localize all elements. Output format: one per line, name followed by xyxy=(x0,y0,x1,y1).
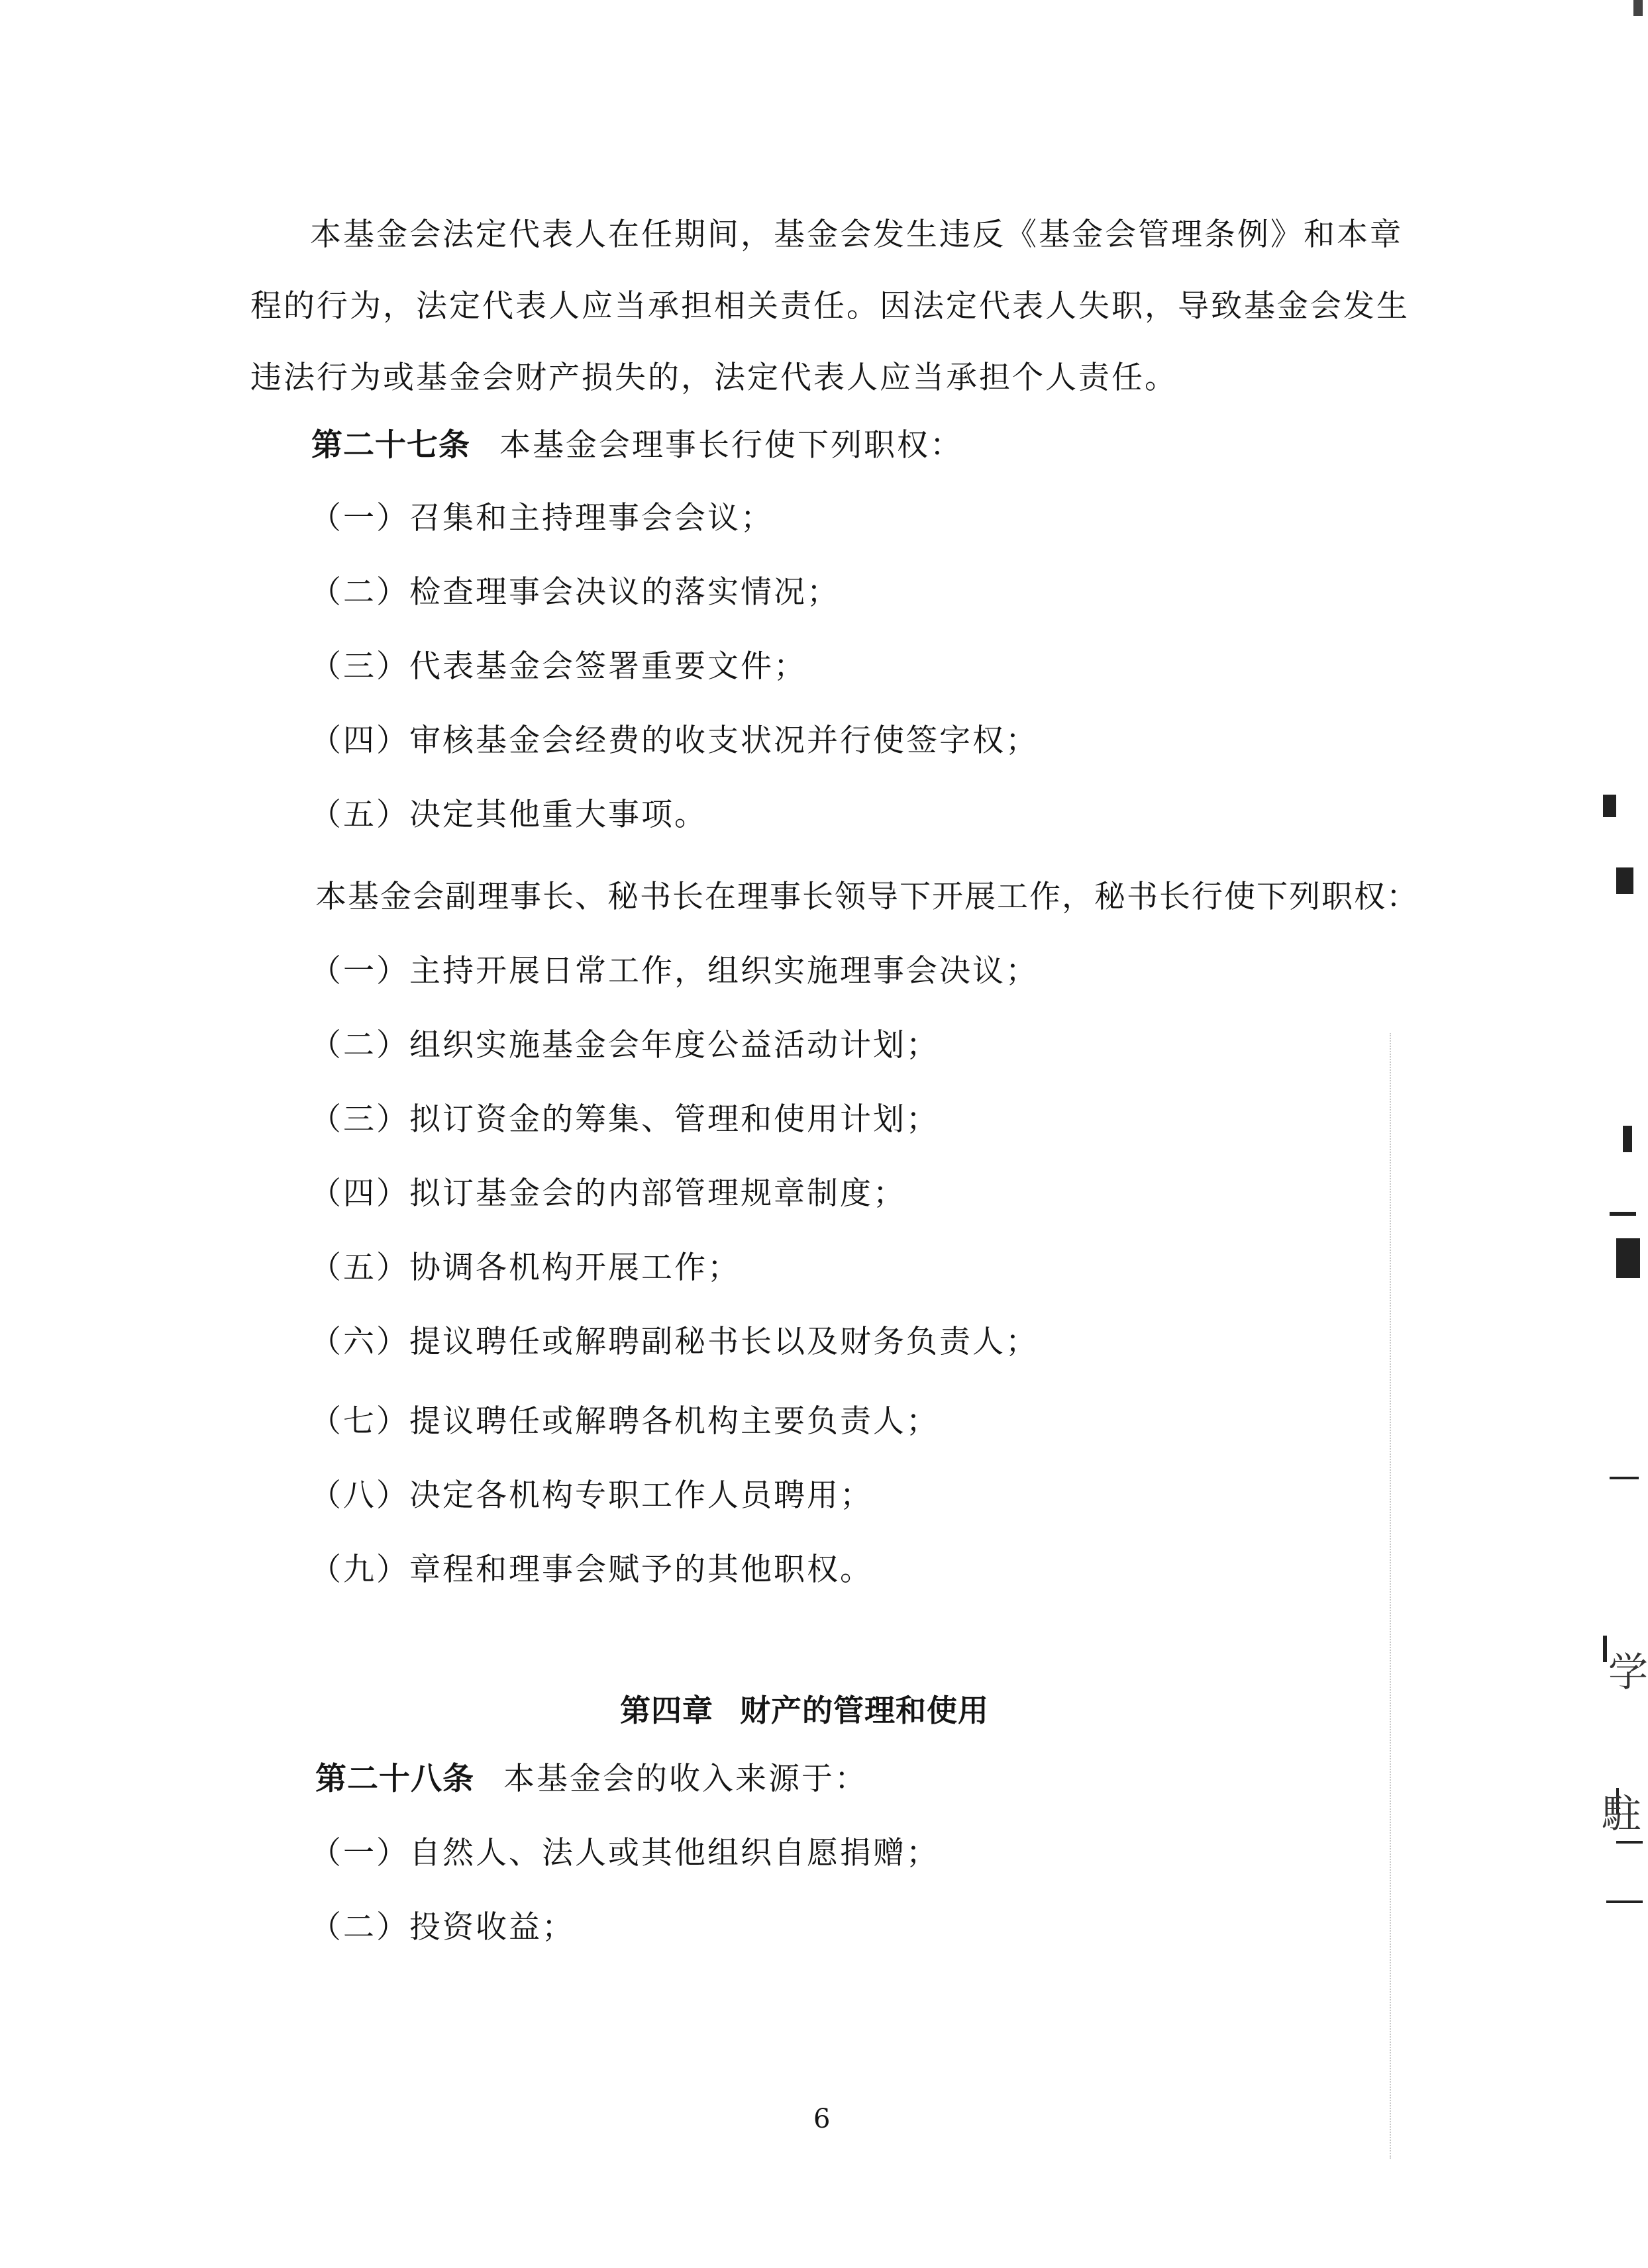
scan-artifact xyxy=(1616,1238,1640,1278)
secretary-item: （四）拟订基金会的内部管理规章制度； xyxy=(310,1175,906,1212)
article-27-item: （一）召集和主持理事会会议； xyxy=(310,500,774,536)
article-27-item: （三）代表基金会签署重要文件； xyxy=(310,648,807,685)
paragraph-line-1: 本基金会法定代表人在任期间，基金会发生违反《基金会管理条例》和本章 xyxy=(310,217,1403,253)
article-27-heading xyxy=(311,426,963,466)
article-27-label: 第二十七条 xyxy=(311,427,470,464)
article-28-text: 本基金会的收入来源于： xyxy=(503,1761,868,1797)
scan-fold-line xyxy=(1390,1033,1391,2159)
article-28-item: （一）自然人、法人或其他组织自愿捐赠； xyxy=(310,1835,939,1871)
scan-corner-mark xyxy=(1633,0,1643,16)
scan-artifact xyxy=(1610,1477,1639,1479)
scan-artifact xyxy=(1616,1841,1643,1844)
chapter-title: 财产的管理和使用 xyxy=(740,1693,989,1728)
article-27-item: （五）决定其他重大事项。 xyxy=(310,797,707,833)
article-27-text: 本基金会理事长行使下列职权： xyxy=(499,427,963,464)
secretary-item: （八）决定各机构专职工作人员聘用； xyxy=(310,1477,873,1514)
article-28-label: 第二十八条 xyxy=(315,1761,474,1797)
seal-fragment: 駐 xyxy=(1602,1791,1641,1838)
scan-artifact xyxy=(1623,1126,1632,1152)
article-27-item: （二）检查理事会决议的落实情况； xyxy=(310,574,840,611)
paragraph-line-2: 程的行为，法定代表人应当承担相关责任。因法定代表人失职，导致基金会发生 xyxy=(250,288,1410,324)
scan-artifact xyxy=(1616,867,1633,894)
scan-artifact xyxy=(1606,1900,1643,1903)
paragraph-line-3: 违法行为或基金会财产损失的，法定代表人应当承担个人责任。 xyxy=(250,360,1178,396)
article-27-item: （四）审核基金会经费的收支状况并行使签字权； xyxy=(310,722,1039,759)
chapter-number: 第四章 xyxy=(620,1693,713,1728)
article-28-heading xyxy=(315,1759,868,1799)
scan-artifact xyxy=(1603,1636,1607,1662)
secretary-item: （六）提议聘任或解聘副秘书长以及财务负责人； xyxy=(310,1324,1039,1360)
secretary-item: （五）协调各机构开展工作； xyxy=(310,1250,741,1286)
secretary-item: （九）章程和理事会赋予的其他职权。 xyxy=(310,1552,873,1588)
chapter-heading xyxy=(620,1691,989,1730)
article-28-item: （二）投资收益； xyxy=(310,1909,575,1946)
scan-artifact xyxy=(1603,795,1616,817)
secretary-item: （三）拟订资金的筹集、管理和使用计划； xyxy=(310,1101,939,1138)
secretary-item: （七）提议聘任或解聘各机构主要负责人； xyxy=(310,1403,939,1440)
page-number: 6 xyxy=(813,2104,831,2134)
secretary-item: （二）组织实施基金会年度公益活动计划； xyxy=(310,1027,939,1063)
scan-artifact xyxy=(1610,1212,1636,1216)
seal-fragment: 学 xyxy=(1608,1650,1648,1696)
secretary-intro: 本基金会副理事长、秘书长在理事长领导下开展工作，秘书长行使下列职权： xyxy=(315,879,1419,915)
secretary-item: （一）主持开展日常工作，组织实施理事会决议； xyxy=(310,953,1039,989)
